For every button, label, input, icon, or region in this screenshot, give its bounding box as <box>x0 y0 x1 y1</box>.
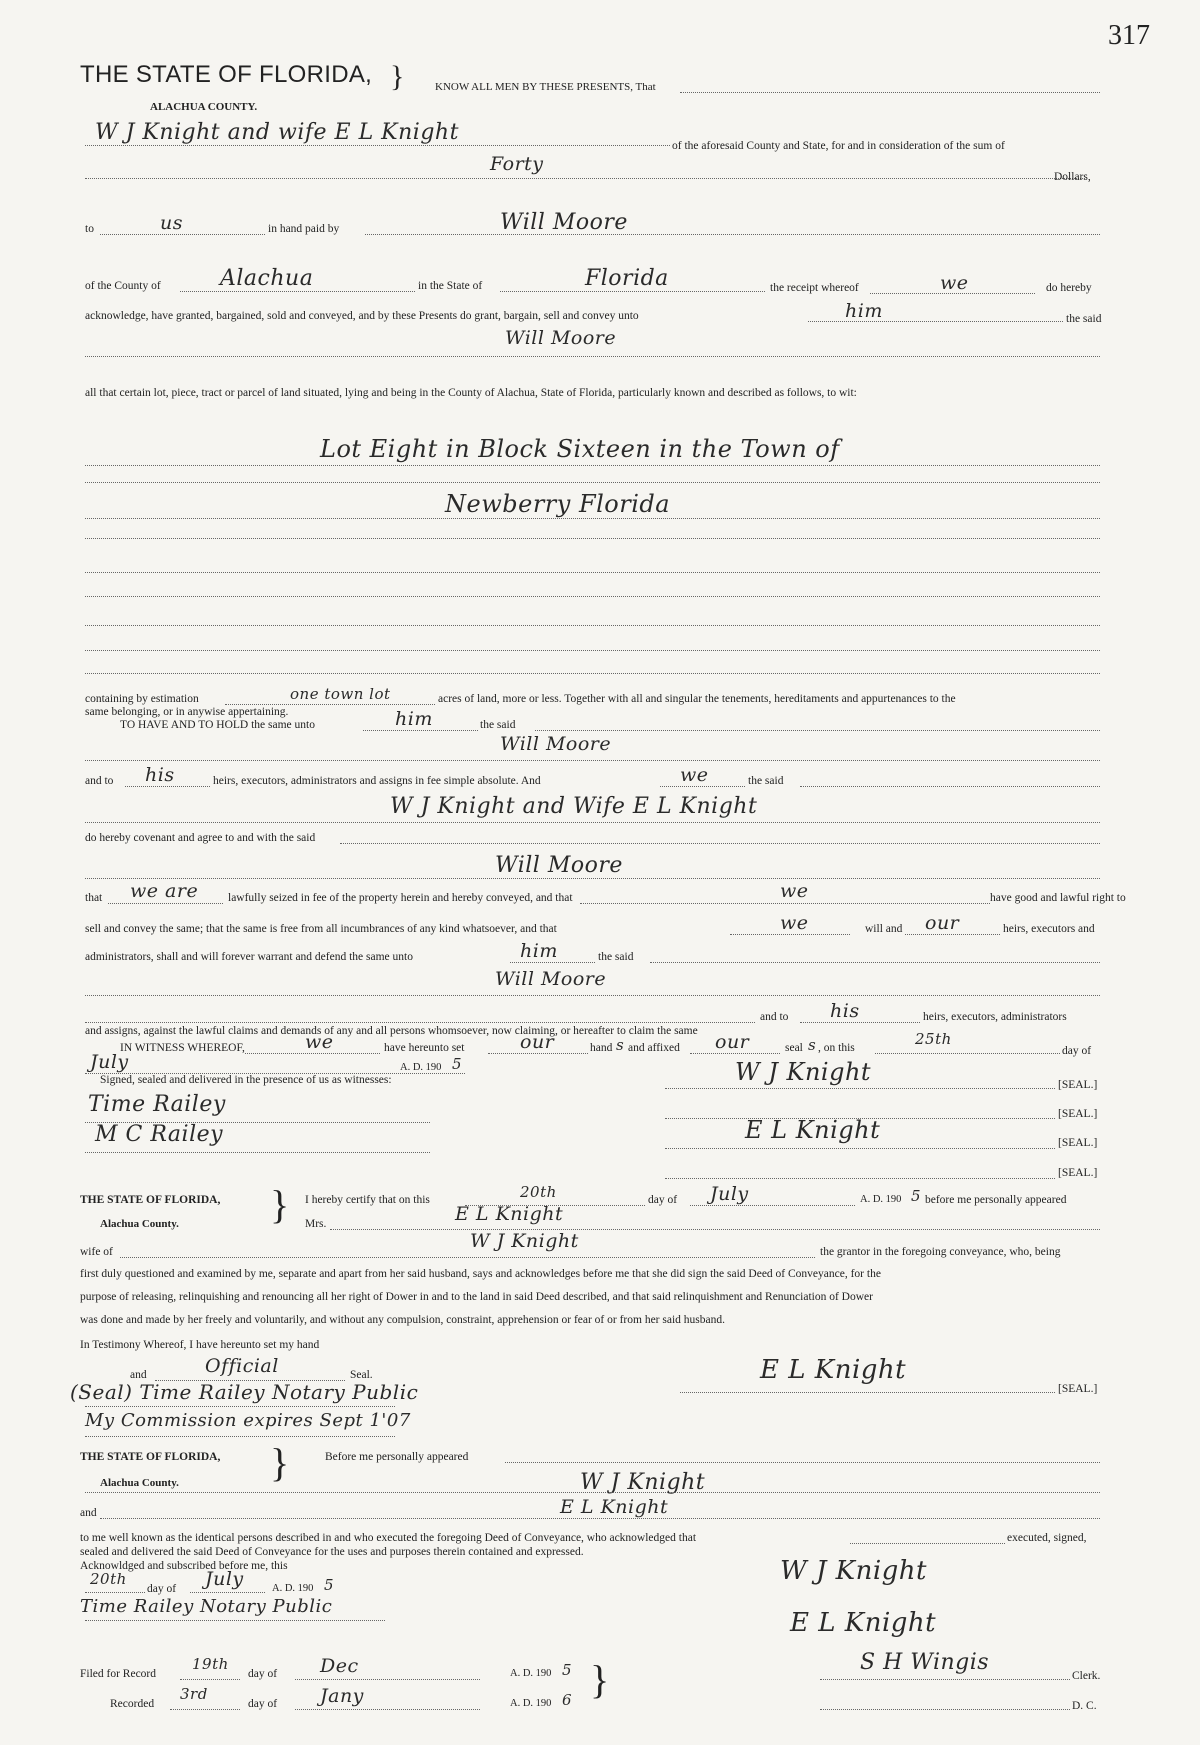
rule <box>800 786 1100 787</box>
to-text: to <box>85 223 94 235</box>
rule <box>85 650 1100 651</box>
ack1-commission: My Commission expires Sept 1'07 <box>85 1410 411 1431</box>
ack1-paragraph-3: was done and made by her freely and voluntarily, and without any compulsion, constraint, apprehension or fear of or from her said husband. <box>80 1314 725 1326</box>
sum-amount: Forty <box>490 153 544 175</box>
signature-1: W J Knight <box>735 1058 872 1086</box>
rule <box>125 786 210 787</box>
heirs-text: heirs, executors, administrators and assigns in fee simple absolute. And <box>213 775 541 787</box>
do-hereby-text: do hereby <box>1046 282 1092 294</box>
seal-1: [SEAL.] <box>1058 1079 1098 1091</box>
ack1-notary-signature: (Seal) Time Railey Notary Public <box>70 1380 419 1404</box>
will-and-text: will and <box>865 923 903 935</box>
acknowledge-text: acknowledge, have granted, bargained, sold and conveyed, and by these Presents do grant, bargain, sell and convey unto <box>85 310 639 322</box>
header-state: THE STATE OF FLORIDA, <box>80 61 373 88</box>
that-text: that <box>85 892 103 904</box>
hand-text: hand <box>590 1042 613 1054</box>
ack1-husband-value: W J Knight <box>470 1230 579 1252</box>
rule <box>800 1022 920 1023</box>
and-value: we <box>680 764 709 786</box>
month-value: July <box>90 1051 129 1073</box>
grantee-value-4: Will Moore <box>495 968 607 990</box>
rule <box>85 356 1100 357</box>
rule <box>190 1592 265 1593</box>
clerk-text: Clerk. <box>1072 1670 1101 1682</box>
ack2-day-value: 20th <box>90 1570 127 1588</box>
ack2-name-1: W J Knight <box>580 1470 706 1495</box>
have-hereunto-text: have hereunto set <box>384 1042 465 1054</box>
ack2-ad-text: A. D. 190 <box>272 1583 314 1594</box>
filed-day-of-text: day of <box>248 1668 278 1680</box>
ack2-signature-1: W J Knight <box>780 1556 927 1586</box>
rule <box>665 1148 1055 1149</box>
ack1-mrs-value: E L Knight <box>455 1203 564 1225</box>
the-said-text: the said <box>480 719 516 731</box>
rule <box>295 1709 480 1710</box>
grantor-name: W J Knight and wife E L Knight <box>95 120 459 145</box>
ack2-state: THE STATE OF FLORIDA, <box>80 1451 221 1463</box>
rule <box>295 1679 480 1680</box>
header-county: ALACHUA COUNTY. <box>150 101 258 113</box>
rule <box>500 291 765 292</box>
clerk-signature: S H Wingis <box>860 1650 990 1675</box>
and-to-text-2: and to <box>760 1011 789 1023</box>
rule <box>665 1088 1055 1089</box>
ack2-before-text: Before me personally appeared <box>325 1451 469 1463</box>
rule <box>108 903 223 904</box>
rule <box>730 934 850 935</box>
in-witness-text: IN WITNESS WHEREOF, <box>120 1042 245 1054</box>
rule <box>170 1709 240 1710</box>
rule <box>650 962 1100 963</box>
and-to-value: his <box>145 764 175 786</box>
ack2-day-of-text: day of <box>147 1583 177 1595</box>
ack2-name-2: E L Knight <box>560 1496 669 1518</box>
rule <box>340 843 1100 844</box>
set-value: our <box>520 1031 555 1053</box>
containing-text: containing by estimation <box>85 693 199 705</box>
of-county-text: of the County of <box>85 280 161 292</box>
to-have-value: him <box>395 708 433 730</box>
ack2-county: Alachua County. <box>100 1477 179 1489</box>
in-hand-paid-text: in hand paid by <box>268 223 340 235</box>
seal-2: [SEAL.] <box>1058 1108 1098 1120</box>
page-number: 317 <box>1108 20 1150 51</box>
rule <box>875 1053 1060 1054</box>
seal-s-value: s <box>808 1036 817 1054</box>
rule <box>85 1152 430 1153</box>
rule <box>510 962 595 963</box>
rule <box>85 1022 755 1023</box>
ack1-seal: [SEAL.] <box>1058 1383 1098 1395</box>
ack1-county: Alachua County. <box>100 1218 179 1230</box>
ack2-brace: } <box>270 1440 290 1485</box>
recorded-year-value: 6 <box>562 1691 573 1709</box>
rule <box>85 482 1100 483</box>
ack1-year-value: 5 <box>911 1187 922 1205</box>
rule <box>85 822 1100 823</box>
know-all-men: KNOW ALL MEN BY THESE PRESENTS, That <box>435 81 656 93</box>
rule <box>85 145 670 146</box>
rule <box>820 1679 1070 1680</box>
rule <box>120 1257 815 1258</box>
ack1-day-of-text: day of <box>648 1194 678 1206</box>
filed-month-value: Dec <box>320 1655 359 1677</box>
receipt-whereof-text: the receipt whereof <box>770 282 859 294</box>
rule <box>85 760 1100 761</box>
description-line-2: Newberry Florida <box>445 490 671 518</box>
rule <box>363 730 478 731</box>
rule <box>665 1178 1055 1179</box>
rule <box>180 1679 240 1680</box>
ack1-certify-text: I hereby certify that on this <box>305 1194 430 1206</box>
filed-day-value: 19th <box>192 1655 229 1673</box>
will-and-value: our <box>925 912 960 934</box>
rule <box>580 903 990 904</box>
ack1-signature: E L Knight <box>760 1355 907 1385</box>
rule <box>330 1229 1100 1230</box>
covenant-text: do hereby covenant and agree to and with the said <box>85 832 316 844</box>
heirs-exec-text: heirs, executors and <box>1003 923 1095 935</box>
on-this-text: , on this <box>818 1042 855 1054</box>
to-value: us <box>160 212 183 234</box>
filed-ad-text: A. D. 190 <box>510 1668 552 1679</box>
and-affixed-text: and affixed <box>628 1042 680 1054</box>
in-state-text: in the State of <box>418 280 483 292</box>
ack2-sealed-text: sealed and delivered the said Deed of Conveyance for the uses and purposes therein contained and expressed. <box>80 1546 584 1558</box>
rule <box>85 673 1100 674</box>
ack1-month-value: July <box>710 1183 749 1205</box>
administrators-text: administrators, shall and will forever warrant and defend the same unto <box>85 951 413 963</box>
rule <box>85 1592 145 1593</box>
header-brace: } <box>390 60 405 93</box>
ack1-and-text: and <box>130 1369 147 1381</box>
rule <box>85 1492 1100 1493</box>
rule <box>85 178 1085 179</box>
rule <box>85 572 1100 573</box>
rule <box>85 625 1100 626</box>
the-said-text: the said <box>1066 313 1102 325</box>
and-to-text: and to <box>85 775 114 787</box>
ad-text: A. D. 190 <box>400 1062 442 1073</box>
recorded-day-of-text: day of <box>248 1698 278 1710</box>
grantee-value-3: Will Moore <box>495 853 623 878</box>
rule <box>85 1436 395 1437</box>
rule <box>505 1462 1100 1463</box>
ack2-to-me-text: to me well known as the identical persons described in and who executed the foregoing Deed of Conveyance, who acknowledged that <box>80 1532 697 1544</box>
grantee-value-2: Will Moore <box>500 733 612 755</box>
rule <box>905 934 1000 935</box>
and-assigns-text: and assigns, against the lawful claims and demands of any and all persons whomsoever, now claiming, or hereafter to claim the same <box>85 1025 698 1037</box>
ack1-before-me-text: before me personally appeared <box>925 1194 1067 1206</box>
ack1-state: THE STATE OF FLORIDA, <box>80 1194 221 1206</box>
witness-2-signature: M C Railey <box>95 1122 224 1147</box>
filed-text: Filed for Record <box>80 1668 157 1680</box>
filing-brace: } <box>590 1657 610 1702</box>
rule <box>690 1205 855 1206</box>
county-value: Alachua <box>220 266 314 291</box>
have-good-text: have good and lawful right to <box>990 892 1126 904</box>
the-said-text: the said <box>748 775 784 787</box>
ack1-wife-of-text: wife of <box>80 1246 113 1258</box>
to-have-text: TO HAVE AND TO HOLD the same unto <box>120 719 315 731</box>
lawfully-value: we <box>780 880 809 902</box>
the-said-text: the said <box>598 951 634 963</box>
rule <box>180 291 415 292</box>
rule <box>85 1620 385 1621</box>
rule <box>850 1543 1005 1544</box>
witness-value: we <box>305 1031 334 1053</box>
lawfully-text: lawfully seized in fee of the property herein and hereby conveyed, and that <box>228 892 573 904</box>
ack1-paragraph-1: first duly questioned and examined by me, separate and apart from her said husband, says and acknowledges before me that she did sign the said Deed of Conveyance, for the <box>80 1268 881 1280</box>
rule <box>488 1053 588 1054</box>
recorded-day-value: 3rd <box>180 1685 208 1703</box>
ack2-month-value: July <box>205 1568 244 1590</box>
ack1-mrs-text: Mrs. <box>305 1218 327 1230</box>
rule <box>100 1518 1100 1519</box>
rule <box>85 1406 395 1407</box>
ack2-year-value: 5 <box>324 1576 335 1594</box>
rule <box>85 878 1100 879</box>
rule <box>245 1053 380 1054</box>
ack2-acknowledged-text: Acknowldged and subscribed before me, this <box>80 1560 288 1572</box>
signed-sealed-text: Signed, sealed and delivered in the presence of us as witnesses: <box>100 1074 392 1086</box>
filed-year-value: 5 <box>562 1661 573 1679</box>
seal-3: [SEAL.] <box>1058 1137 1098 1149</box>
ack2-executed-text: executed, signed, <box>1007 1532 1087 1544</box>
rule <box>820 1709 1070 1710</box>
ack2-and-text: and <box>80 1507 97 1519</box>
recorded-ad-text: A. D. 190 <box>510 1698 552 1709</box>
ack1-paragraph-2: purpose of releasing, relinquishing and renouncing all her right of Dower in and to the land in said Deed described, and that said relinquishment and Renunciation of Dower <box>80 1291 873 1303</box>
sell-value: we <box>780 912 809 934</box>
seal-text: seal <box>785 1042 803 1054</box>
day-value: 25th <box>915 1030 952 1048</box>
ack1-testimony-text: In Testimony Whereof, I have hereunto set my hand <box>80 1339 320 1351</box>
acres-text: acres of land, more or less. Together with all and singular the tenements, hereditaments and appurtenances to the <box>438 693 956 705</box>
dollars-text: Dollars, <box>1054 171 1091 183</box>
description-line-1: Lot Eight in Block Sixteen in the Town of <box>320 435 840 463</box>
ack2-signature-2: E L Knight <box>790 1608 937 1638</box>
ack1-day-value: 20th <box>520 1183 557 1201</box>
rule <box>535 730 1100 731</box>
aforesaid-text: of the aforesaid County and State, for and in consideration of the sum of <box>672 140 1005 152</box>
that-value: we are <box>130 880 199 902</box>
paid-by-value: Will Moore <box>500 210 628 235</box>
rule <box>85 518 1100 519</box>
signature-2: E L Knight <box>745 1116 881 1144</box>
receipt-value: we <box>940 272 969 294</box>
acres-value: one town lot <box>290 685 391 703</box>
ack1-brace: } <box>270 1182 290 1227</box>
rule <box>365 234 1100 235</box>
and-to-value-2: his <box>830 1000 860 1022</box>
rule <box>660 786 745 787</box>
grantor-value-2: W J Knight and Wife E L Knight <box>390 794 758 819</box>
witness-1-signature: Time Railey <box>88 1092 226 1117</box>
rule <box>690 1053 780 1054</box>
rule <box>85 465 1100 466</box>
ack1-official-value: Official <box>205 1355 279 1377</box>
ack1-ad-text: A. D. 190 <box>860 1194 902 1205</box>
rule <box>100 234 265 235</box>
same-belonging-text: same belonging, or in anywise appertaining. <box>85 706 289 718</box>
ack1-grantor-text: the grantor in the foregoing conveyance, who, being <box>820 1246 1061 1258</box>
heirs-exec-text-2: heirs, executors, administrators <box>923 1011 1067 1023</box>
rule <box>680 1392 1055 1393</box>
day-of-text: day of <box>1062 1045 1092 1057</box>
admin-value: him <box>520 940 558 962</box>
grantee-value: Will Moore <box>505 327 617 349</box>
rule <box>85 995 1100 996</box>
dc-text: D. C. <box>1072 1700 1097 1712</box>
state-value: Florida <box>585 266 669 291</box>
hand-s-value: s <box>616 1036 625 1054</box>
year-value: 5 <box>452 1055 463 1073</box>
all-that-text: all that certain lot, piece, tract or parcel of land situated, lying and being in the County of Alachua, State of Florida, particularly known and described as follows, to wit: <box>85 387 857 399</box>
seal-4: [SEAL.] <box>1058 1167 1098 1179</box>
recorded-month-value: Jany <box>320 1685 364 1707</box>
rule <box>85 596 1100 597</box>
ack1-seal-word: Seal. <box>350 1369 373 1381</box>
unto-value: him <box>845 300 883 322</box>
rule <box>680 92 1100 93</box>
rule <box>85 538 1100 539</box>
recorded-text: Recorded <box>110 1698 155 1710</box>
sell-convey-text: sell and convey the same; that the same is free from all incumbrances of any kind whatsoever, and that <box>85 923 557 935</box>
ack2-notary-signature: Time Railey Notary Public <box>80 1596 333 1617</box>
affixed-value: our <box>715 1031 750 1053</box>
